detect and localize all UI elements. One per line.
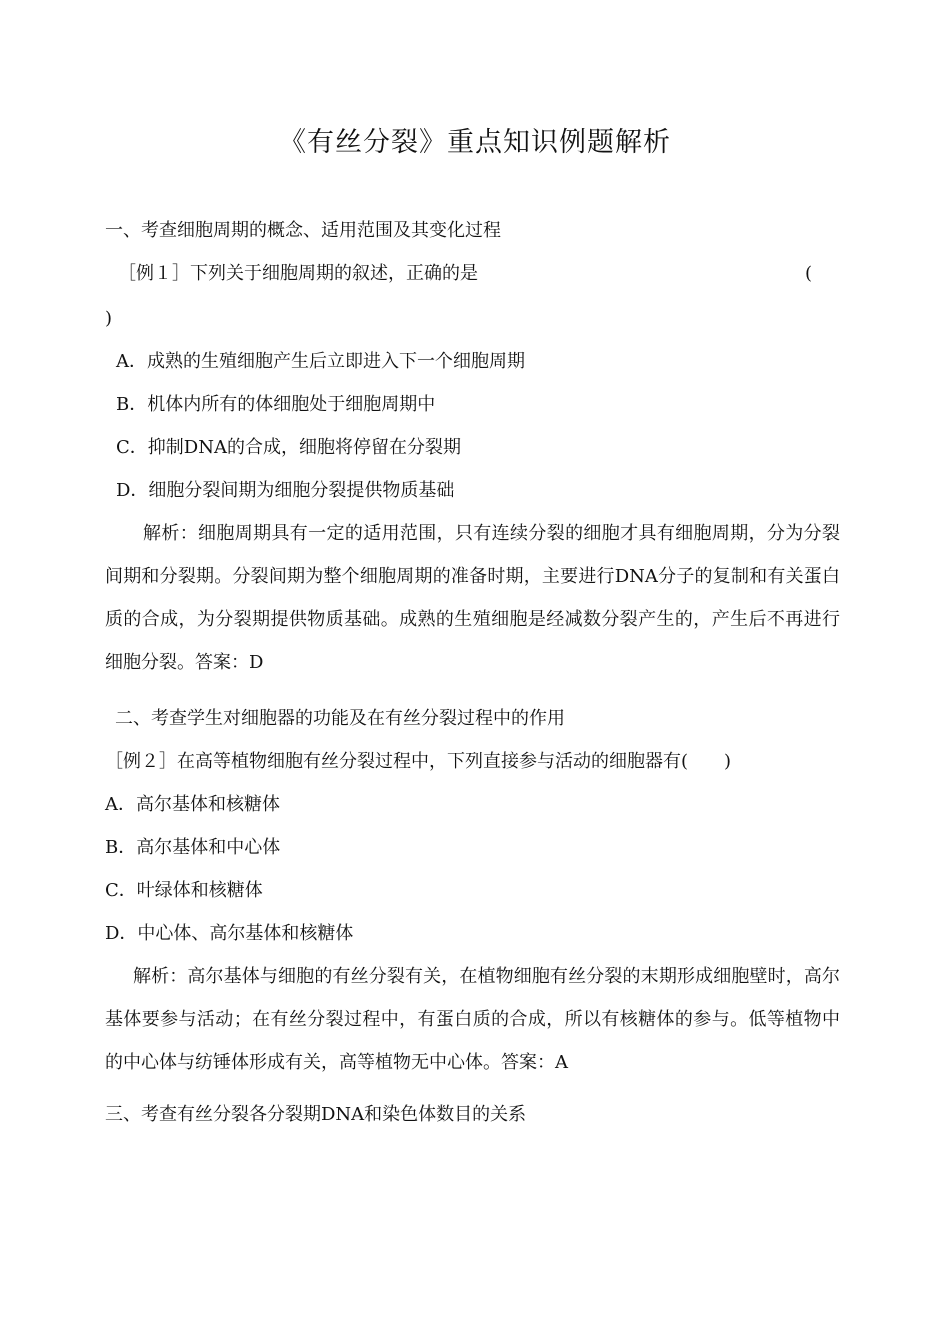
example-2-option-a: A．高尔基体和核糖体 [105, 794, 280, 815]
example-2-question: ［例２］在高等植物细胞有丝分裂过程中，下列直接参与活动的细胞器有( ) [105, 751, 732, 772]
example-2-option-d: D．中心体、高尔基体和核糖体 [105, 923, 354, 944]
example-1-paren-open: ( [805, 263, 813, 284]
section-3-heading: 三、考查有丝分裂各分裂期DNA和染色体数目的关系 [105, 1104, 527, 1125]
example-1-option-b: B．机体内所有的体细胞处于细胞周期中 [116, 394, 436, 415]
example-1-option-c: C．抑制DNA的合成，细胞将停留在分裂期 [116, 437, 461, 458]
example-1-option-a: A．成熟的生殖细胞产生后立即进入下一个细胞周期 [116, 351, 525, 372]
example-1-question: ［例１］下列关于细胞周期的叙述，正确的是 [118, 263, 478, 284]
example-2-option-b: B．高尔基体和中心体 [105, 837, 281, 858]
example-1-option-d: D．细胞分裂间期为细胞分裂提供物质基础 [116, 480, 455, 501]
example-1-analysis: 解析：细胞周期具有一定的适用范围，只有连续分裂的细胞才具有细胞周期，分为分裂间期和分裂期。分裂间期为整个细胞周期的准备时期，主要进行DNA分子的复制和有关蛋白质的合成，为分裂期提供物质基础。成熟的生殖细胞是经减数分裂产生的，产生后不再进行细胞分裂。答案：D [105, 523, 840, 673]
example-2-analysis: 解析：高尔基体与细胞的有丝分裂有关，在植物细胞有丝分裂的末期形成细胞壁时，高尔基体要参与活动；在有丝分裂过程中，有蛋白质的合成，所以有核糖体的参与。低等植物中的中心体与纺锤体形成有关，高等植物无中心体。答案：A [105, 966, 840, 1073]
section-1-heading: 一、考查细胞周期的概念、适用范围及其变化过程 [105, 220, 501, 241]
example-2-option-c: C．叶绿体和核糖体 [105, 880, 263, 901]
document-title: 《有丝分裂》重点知识例题解析 [279, 127, 671, 158]
section-2-heading: 二、考查学生对细胞器的功能及在有丝分裂过程中的作用 [115, 708, 565, 729]
example-1-paren-close: ) [105, 308, 113, 329]
